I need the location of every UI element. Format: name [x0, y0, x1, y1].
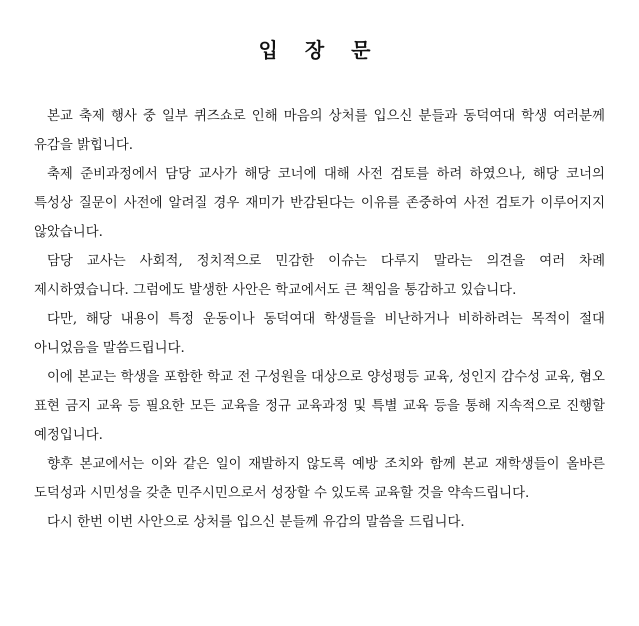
paragraph: 다만, 해당 내용이 특정 운동이나 동덕여대 학생들을 비난하거나 비하하려는 목적이 절대 아니었음을 말씀드립니다. [34, 312, 605, 356]
statement-body [34, 102, 605, 537]
statement-title: 입 장 문 [258, 38, 381, 62]
paragraph: 다시 한번 이번 사안으로 상처를 입으신 분들께 유감의 말씀을 드립니다. [47, 515, 465, 530]
paragraph: 담당 교사는 사회적, 정치적으로 민감한 이슈는 다루지 말라는 의견을 여러 차례 제시하였습니다. 그럼에도 발생한 사안은 학교에서도 큰 책임을 통감하고 있습니다. [34, 254, 605, 298]
paragraph: 본교 축제 행사 중 일부 퀴즈쇼로 인해 마음의 상처를 입으신 분들과 동덕여대 학생 여러분께 유감을 밝힙니다. [34, 109, 605, 153]
paragraph: 이에 본교는 학생을 포함한 학교 전 구성원을 대상으로 양성평등 교육, 성인지 감수성 교육, 혐오 표현 금지 교육 등 필요한 모든 교육을 정규 교육과정 및 특별 교육 등을 통해 지속적으로 진행할 예정입니다. [34, 370, 605, 443]
paragraph: 향후 본교에서는 이와 같은 일이 재발하지 않도록 예방 조치와 함께 본교 재학생들이 올바른 도덕성과 시민성을 갖춘 민주시민으로서 성장할 수 있도록 교육할 것을 약속드립니다. [34, 457, 605, 501]
paragraph: 축제 준비과정에서 담당 교사가 해당 코너에 대해 사전 검토를 하려 하였으나, 해당 코너의 특성상 질문이 사전에 알려질 경우 재미가 반감된다는 이유를 존중하여 사전 검토가 이루어지지 않았습니다. [34, 167, 605, 240]
